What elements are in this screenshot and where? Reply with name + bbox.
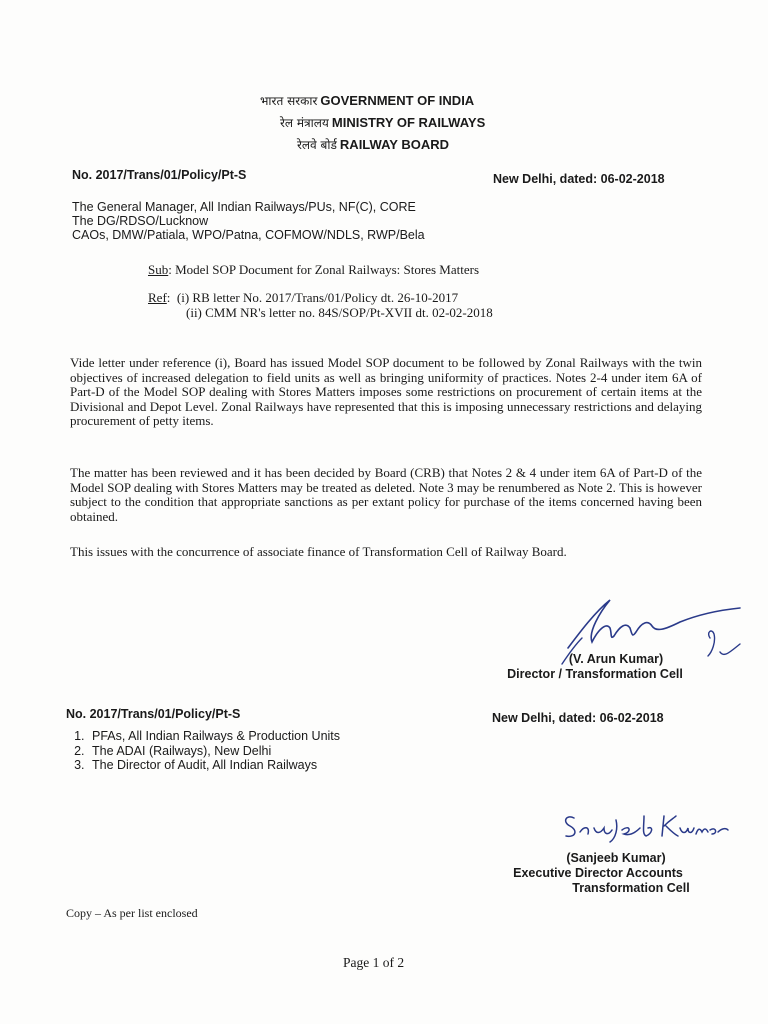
addressee-line: The DG/RDSO/Lucknow	[72, 214, 209, 228]
reference-item: (ii) CMM NR's letter no. 84S/SOP/Pt-XVII dt. 02-02-2018	[186, 305, 493, 320]
signatory-2-name: (Sanjeeb Kumar)	[566, 851, 666, 865]
addressee-line: CAOs, DMW/Patiala, WPO/Patna, COFMOW/NDLS, RWP/Bela	[72, 228, 425, 242]
addressee-list	[72, 200, 425, 242]
body-paragraph-2: The matter has been reviewed and it has been decided by Board (CRB) that Notes 2 & 4 under item 6A of Part-D of the Model SOP dealing with Stores Matters may be treated as deleted. Note 3 may be renumbered as Note 2. This is however subject to the condition that appropriate sanctions as per extant policy for purchase of the items concerned having been obtained.	[70, 465, 702, 524]
signatory-2	[498, 851, 698, 896]
reference-item: (i) RB letter No. 2017/Trans/01/Policy dt. 26-10-2017	[176, 290, 459, 305]
signatory-1	[470, 652, 720, 682]
copy-date: New Delhi, dated: 06-02-2018	[492, 711, 664, 725]
header-hindi-1: भारत सरकार	[260, 94, 318, 108]
reference-block: Ref: (i) RB letter No. 2017/Trans/01/Policy dt. 26-10-2017 (ii) CMM NR's letter no. 84S/SOP/Pt-XVII dt. 02-02-2018	[148, 290, 493, 320]
page-number: Page 1 of 2	[343, 955, 405, 970]
header-english-1: GOVERNMENT OF INDIA	[320, 93, 475, 108]
signatory-1-title: Director / Transformation Cell	[507, 667, 683, 681]
header-english-3: RAILWAY BOARD	[339, 137, 449, 152]
header-line-3	[297, 136, 449, 153]
copy-note: Copy – As per list enclosed	[66, 906, 198, 920]
header-english-2: MINISTRY OF RAILWAYS	[331, 115, 486, 130]
signature-sanjeeb-kumar	[560, 806, 730, 846]
subject-text: Model SOP Document for Zonal Railways: Stores Matters	[175, 262, 480, 277]
copy-recipient-list	[66, 729, 340, 773]
header-hindi-3: रेलवे बोर्ड	[297, 138, 337, 152]
signatory-2-title-2: Transformation Cell	[572, 881, 690, 895]
list-item: 1. PFAs, All Indian Railways & Production Units	[88, 729, 340, 744]
letter-date: New Delhi, dated: 06-02-2018	[493, 172, 665, 186]
body-paragraph-1: Vide letter under reference (i), Board has issued Model SOP document to be followed by Zonal Railways with the twin objectives of increased delegation to field units as well as bringing uniformity of practices. Notes 2-4 under item 6A of Part-D of the Model SOP dealing with Stores Matters imposes some restrictions on procurement of certain items at the Divisional and Depot Level. Zonal Railways have represented that this is imposing unnecessary restrictions and delaying procurement of petty items.	[70, 355, 702, 428]
list-item: 2. The ADAI (Railways), New Delhi	[88, 744, 340, 759]
subject-line: Sub: Model SOP Document for Zonal Railways: Stores Matters	[148, 262, 480, 277]
header-line-2	[280, 114, 485, 131]
list-item: 3. The Director of Audit, All Indian Railways	[88, 758, 340, 773]
addressee-line: The General Manager, All Indian Railways/PUs, NF(C), CORE	[72, 200, 416, 214]
signatory-1-name: (V. Arun Kumar)	[568, 652, 664, 666]
header-hindi-2: रेल मंत्रालय	[280, 116, 329, 130]
copy-ref-no: No. 2017/Trans/01/Policy/Pt-S	[66, 707, 241, 721]
letter-ref-no: No. 2017/Trans/01/Policy/Pt-S	[72, 168, 247, 182]
signatory-2-title-1: Executive Director Accounts	[513, 866, 683, 880]
header-line-1	[260, 92, 474, 109]
reference-label: Ref	[148, 290, 167, 305]
subject-label: Sub	[148, 262, 169, 277]
body-paragraph-3: This issues with the concurrence of associate finance of Transformation Cell of Railway Board.	[70, 544, 567, 559]
